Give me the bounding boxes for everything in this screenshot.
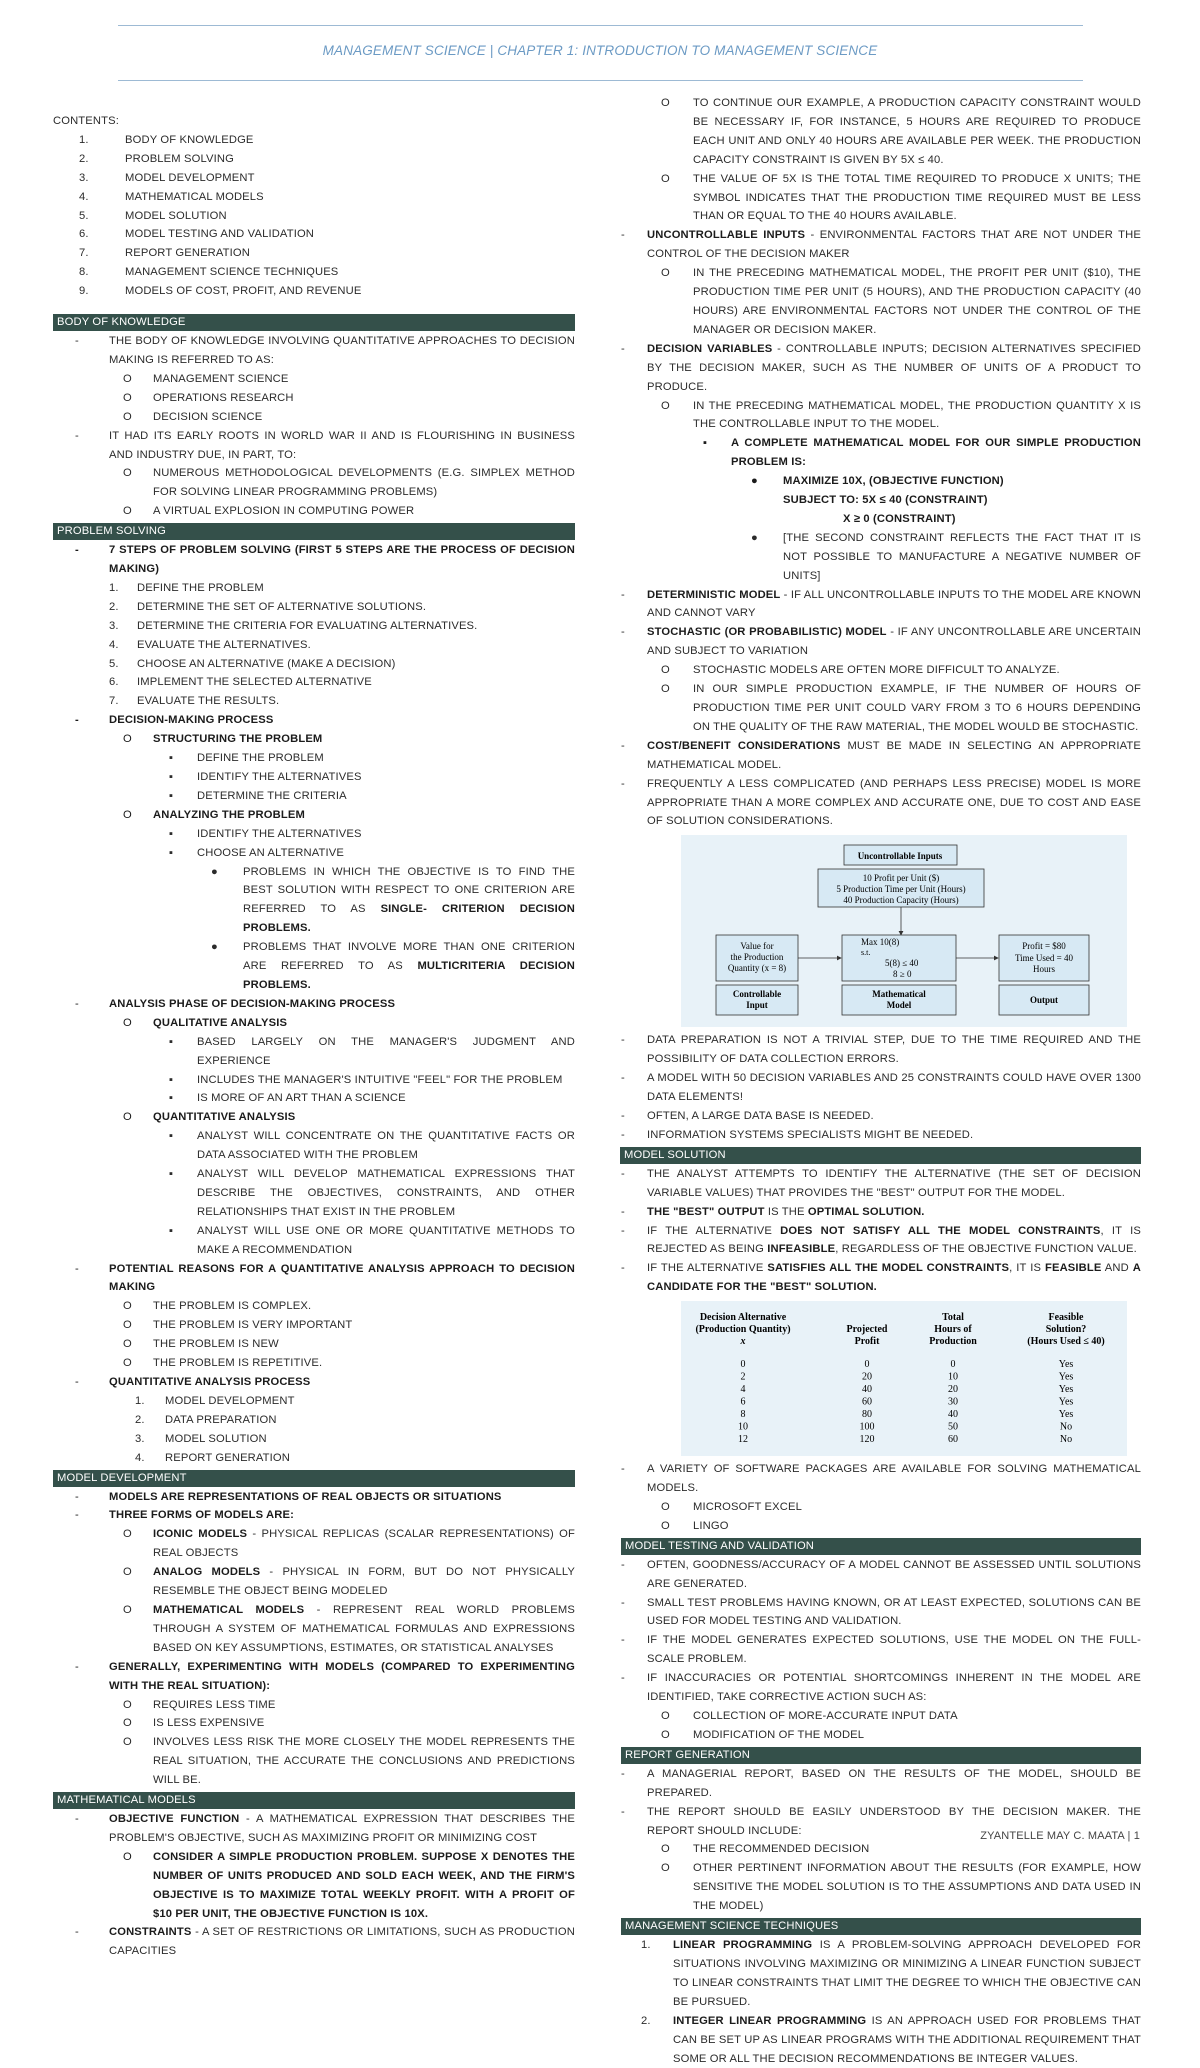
table-cell: 100 (859, 1421, 875, 1433)
ps-reasons-heading: - POTENTIAL REASONS FOR A QUANTITATIVE ANALYSIS APPROACH TO DECISION MAKING (75, 1262, 575, 1294)
left-column (53, 112, 575, 1961)
list-item: 6. IMPLEMENT THE SELECTED ALTERNATIVE (109, 676, 372, 689)
list-item: O OTHER PERTINENT INFORMATION ABOUT THE RESULTS (FOR EXAMPLE, HOW SENSITIVE THE MODEL SOLUTION IS TO THE ASSUMPTIONS AND DATA USED IN THE MODEL) (661, 1862, 1141, 1913)
mm-example: O CONSIDER A SIMPLE PRODUCTION PROBLEM. SUPPOSE X DENOTES THE NUMBER OF UNITS PRODUCED AND SOLD EACH WEEK, AND THE FIRM'S OBJECTIVE IS TO MAXIMIZE TOTAL WEEKLY PROFIT. WITH A PROFIT OF $10 PER UNIT, THE OBJECTIVE FUNCTION IS 10X. (123, 1850, 575, 1920)
ps-qualitative: O QUALITATIVE ANALYSIS (123, 1016, 288, 1029)
ps-qap-list (53, 1392, 575, 1468)
section-bar-report-generation: REPORT GENERATION (621, 1747, 1141, 1764)
list-item: 4. EVALUATE THE ALTERNATIVES. (109, 638, 311, 651)
ms-p3: - IF THE ALTERNATIVE DOES NOT SATISFY ALL THE MODEL CONSTRAINTS, IT IS REJECTED AS BEING INFEASIBLE, REGARDLESS OF THE OBJECTIVE FUNCTION VALUE. (621, 1224, 1141, 1256)
list-item: ▪ BASED LARGELY ON THE MANAGER'S JUDGMENT AND EXPERIENCE (169, 1035, 575, 1067)
list-item: O MANAGEMENT SCIENCE (123, 372, 289, 385)
page-title: MANAGEMENT SCIENCE | CHAPTER 1: INTRODUCTION TO MANAGEMENT SCIENCE (322, 43, 878, 58)
output-line-3: Hours (1033, 964, 1055, 975)
mm-continue-1: O TO CONTINUE OUR EXAMPLE, A PRODUCTION CAPACITY CONSTRAINT WOULD BE NECESSARY IF, FOR INSTANCE, 5 HOURS ARE REQUIRED TO PRODUCE EACH UNIT AND ONLY 40 HOURS ARE AVAILABLE PER WEEK. THE PRODUCTION CAPACITY CONSTRAINT IS GIVEN BY 5X ≤ 40. (661, 97, 1141, 166)
list-item: ▪ IS MORE OF AN ART THAN A SCIENCE (169, 1092, 406, 1105)
list-item: O IN OUR SIMPLE PRODUCTION EXAMPLE, IF THE NUMBER OF HOURS OF PRODUCTION TIME PER UNIT COULD VARY FROM 3 TO 6 HOURS DEPENDING ON THE QUALITY OF THE RAW MATERIAL, THE MODEL WOULD BE STOCHASTIC. (661, 683, 1141, 733)
bok-p2: - IT HAD ITS EARLY ROOTS IN WORLD WAR II AND IS FLOURISHING IN BUSINESS AND INDUSTRY DUE, IN PART, TO: (75, 429, 575, 461)
list-item: - IF INACCURACIES OR POTENTIAL SHORTCOMINGS INHERENT IN THE MODEL ARE IDENTIFIED, TAKE CORRECTIVE ACTION SUCH AS: (621, 1672, 1141, 1704)
model-label-1: Mathematical (872, 989, 926, 1000)
table-cell: 60 (948, 1434, 958, 1446)
ps-multi-criterion: ● PROBLEMS THAT INVOLVE MORE THAN ONE CRITERION ARE REFERRED TO AS MULTICRITERIA DECISION PROBLEMS. (211, 941, 575, 991)
mm-nonnegativity: X ≥ 0 (CONSTRAINT) (843, 512, 956, 525)
mm-maximize: ● MAXIMIZE 10X, (OBJECTIVE FUNCTION) (751, 475, 1004, 488)
output-line-2: Time Used = 40 (1015, 953, 1073, 964)
contents-item: 4. MATHEMATICAL MODELS (79, 190, 264, 203)
contents-item: 6. MODEL TESTING AND VALIDATION (79, 228, 315, 241)
list-item: O THE RECOMMENDED DECISION (661, 1843, 870, 1856)
table-cell: 4 (740, 1384, 746, 1396)
list-item: - SMALL TEST PROBLEMS HAVING KNOWN, OR AT LEAST EXPECTED, SOLUTIONS CAN BE USED FOR MODEL TESTING AND VALIDATION. (621, 1596, 1141, 1628)
list-item: - OFTEN, GOODNESS/ACCURACY OF A MODEL CANNOT BE ASSESSED UNTIL SOLUTIONS ARE GENERATED. (621, 1558, 1141, 1590)
ms-p2: - THE "BEST" OUTPUT IS THE OPTIMAL SOLUTION. (621, 1205, 925, 1218)
table-header-3b: Hours of (934, 1324, 972, 1336)
list-item: ▪ ANALYST WILL USE ONE OR MORE QUANTITATIVE METHODS TO MAKE A RECOMMENDATION (169, 1224, 575, 1256)
mt-list (621, 1556, 1141, 1707)
model-line-3: 5(8) ≤ 40 (885, 958, 919, 969)
tech-linear-programming: 1. LINEAR PROGRAMMING IS A PROBLEM-SOLVING APPROACH DEVELOPED FOR SITUATIONS INVOLVING MAXIMIZING OR MINIMIZING A LINEAR FUNCTION SUBJECT TO LINEAR CONSTRAINTS THAT LIMIT THE DEGREE TO WHICH THE OBJECTIVE CAN BE PURSUED. (641, 1939, 1141, 2008)
table-header-3a: Total (942, 1312, 964, 1324)
list-item: O DECISION SCIENCE (123, 410, 263, 423)
mm-stochastic: - STOCHASTIC (OR PROBABILISTIC) MODEL - IF ANY UNCONTROLLABLE ARE UNCERTAIN AND SUBJECT TO VARIATION (621, 626, 1141, 658)
mm-uncontrollable-sub: O IN THE PRECEDING MATHEMATICAL MODEL, THE PROFIT PER UNIT ($10), THE PRODUCTION TIME PER UNIT (5 HOURS), AND THE PRODUCTION CAPACITY (40 HOURS) ARE ENVIRONMENTAL FACTORS NOT UNDER THE CONTROL OF THE MANAGER OR DECISION MAKER. (661, 267, 1141, 336)
output-line-1: Profit = $80 (1022, 941, 1066, 952)
list-item: ▪ ANALYST WILL DEVELOP MATHEMATICAL EXPRESSIONS THAT DESCRIBE THE OBJECTIVES, CONSTRAINTS, AND OTHER RELATIONSHIPS THAT EXIST IN THE PROBLEM (169, 1168, 575, 1218)
contents-item: 5. MODEL SOLUTION (79, 209, 227, 222)
list-item: O OPERATIONS RESEARCH (123, 391, 294, 404)
ps-structuring-list (53, 749, 575, 806)
list-item: O STOCHASTIC MODELS ARE OFTEN MORE DIFFICULT TO ANALYZE. (661, 664, 1060, 677)
md-p2: - THREE FORMS OF MODELS ARE: (75, 1509, 294, 1522)
controllable-label-1: Controllable (732, 989, 782, 1000)
table-cell: 20 (862, 1371, 872, 1383)
right-column (621, 94, 1141, 2068)
mm-uncontrollable: - UNCONTROLLABLE INPUTS - ENVIRONMENTAL FACTORS THAT ARE NOT UNDER THE CONTROL OF THE DECISION MAKER (621, 229, 1141, 261)
contents-item: 3. MODEL DEVELOPMENT (79, 171, 255, 184)
table-cell: 20 (948, 1384, 958, 1396)
list-item: O THE PROBLEM IS COMPLEX. (123, 1300, 312, 1313)
ps-analyzing-list (53, 825, 575, 863)
value-line-1: Value for (740, 941, 774, 952)
ps-steps-heading: - 7 STEPS OF PROBLEM SOLVING (FIRST 5 STEPS ARE THE PROCESS OF DECISION MAKING) (75, 544, 575, 576)
uncontrollable-line-2: 5 Production Time per Unit (Hours) (836, 884, 966, 895)
list-item: ▪ INCLUDES THE MANAGER'S INTUITIVE "FEEL" FOR THE PROBLEM (169, 1073, 563, 1086)
md-p3-list (53, 1696, 575, 1791)
contents-list (53, 131, 575, 301)
mm-continue-2: O THE VALUE OF 5X IS THE TOTAL TIME REQUIRED TO PRODUCE X UNITS; THE SYMBOL INDICATES THAT THE PRODUCTION TIME REQUIRED MUST BE LESS THAN OR EQUAL TO THE 40 HOURS AVAILABLE. (661, 172, 1141, 223)
table-header-2b: Profit (854, 1336, 880, 1348)
section-bar-model-testing: MODEL TESTING AND VALIDATION (621, 1538, 1141, 1555)
contents-item: 2. PROBLEM SOLVING (79, 152, 234, 165)
mm-complete-model: ▪ A COMPLETE MATHEMATICAL MODEL FOR OUR SIMPLE PRODUCTION PROBLEM IS: (703, 437, 1141, 469)
ps-dm-heading: - DECISION-MAKING PROCESS (75, 714, 274, 727)
mm-cost-benefit: - COST/BENEFIT CONSIDERATIONS MUST BE MADE IN SELECTING AN APPROPRIATE MATHEMATICAL MODEL. (621, 739, 1142, 771)
table-cell: 0 (864, 1359, 870, 1371)
table-header-4c: (Hours Used ≤ 40) (1027, 1336, 1105, 1348)
table-header-1a: Decision Alternative (699, 1312, 787, 1324)
mm-constraints: - CONSTRAINTS - A SET OF RESTRICTIONS OR LIMITATIONS, SUCH AS PRODUCTION CAPACITIES (75, 1926, 575, 1958)
model-line-1: Max 10(8) (861, 937, 900, 948)
list-item: ▪ IDENTIFY THE ALTERNATIVES (169, 771, 362, 783)
list-item: 5. CHOOSE AN ALTERNATIVE (MAKE A DECISION) (109, 657, 396, 670)
list-item: O THE PROBLEM IS NEW (123, 1338, 279, 1351)
table-cell: 10 (948, 1371, 958, 1383)
md-mathematical: O MATHEMATICAL MODELS - REPRESENT REAL WORLD PROBLEMS THROUGH A SYSTEM OF MATHEMATICAL FORMULAS AND EXPRESSIONS BASED ON KEY ASSUMPTIONS, ESTIMATES, OR STATISTICAL ANALYSES (123, 1603, 576, 1654)
section-bar-model-development: MODEL DEVELOPMENT (53, 1470, 575, 1487)
mm-deterministic: - DETERMINISTIC MODEL - IF ALL UNCONTROLLABLE INPUTS TO THE MODEL ARE KNOWN AND CANNOT VARY (621, 588, 1142, 620)
table-cell: 60 (862, 1396, 872, 1408)
mt-sub-list (621, 1707, 1141, 1745)
ps-structuring: O STRUCTURING THE PROBLEM (123, 733, 323, 746)
ms-software-list (621, 1498, 1141, 1536)
mm-objective: - OBJECTIVE FUNCTION - A MATHEMATICAL EXPRESSION THAT DESCRIBES THE PROBLEM'S OBJECTIVE, SUCH AS MAXIMIZING PROFIT OR MINIMIZING COST (75, 1813, 575, 1844)
feasible-solution-table (681, 1301, 1127, 1456)
table-cell: 80 (862, 1409, 872, 1421)
ps-reasons-list (53, 1297, 575, 1373)
table-header-3c: Production (929, 1336, 977, 1348)
ps-quantitative-list (53, 1127, 575, 1259)
list-item: O REQUIRES LESS TIME (123, 1698, 276, 1711)
mm-frequently: - FREQUENTLY A LESS COMPLICATED (AND PERHAPS LESS PRECISE) MODEL IS MORE APPROPRIATE THAN A MORE COMPLEX AND ACCURATE ONE, DUE TO COST AND EASE OF SOLUTION CONSIDERATIONS. (621, 777, 1141, 828)
controllable-label-2: Input (746, 1000, 768, 1011)
table-cell: Yes (1058, 1384, 1074, 1396)
contents-item: 8. MANAGEMENT SCIENCE TECHNIQUES (79, 266, 339, 279)
header-rule-bottom (118, 80, 1083, 81)
uncontrollable-line-1: 10 Profit per Unit ($) (862, 873, 940, 884)
table-header-4a: Feasible (1048, 1312, 1084, 1324)
list-item: - DATA PREPARATION IS NOT A TRIVIAL STEP, DUE TO THE TIME REQUIRED AND THE POSSIBILITY OF DATA COLLECTION ERRORS. (621, 1034, 1141, 1066)
md-analog: O ANALOG MODELS - PHYSICAL IN FORM, BUT DO NOT PHYSICALLY RESEMBLE THE OBJECT BEING MODELED (123, 1566, 575, 1598)
mm-after-list (621, 1031, 1141, 1144)
table-cell: 120 (859, 1434, 875, 1446)
contents-item: 9. MODELS OF COST, PROFIT, AND REVENUE (79, 285, 362, 298)
section-bar-techniques: MANAGEMENT SCIENCE TECHNIQUES (621, 1918, 1141, 1935)
list-item: O IS LESS EXPENSIVE (123, 1717, 265, 1730)
list-item: 2. DATA PREPARATION (135, 1413, 277, 1426)
tech-integer-programming: 2. INTEGER LINEAR PROGRAMMING IS AN APPROACH USED FOR PROBLEMS THAT CAN BE SET UP AS LINEAR PROGRAMS WITH THE ADDITIONAL REQUIREMENT THAT SOME OR ALL THE DECISION RECOMMENDATIONS BE INTEGER VALUES. (641, 2014, 1141, 2065)
ps-qualitative-list (53, 1033, 575, 1109)
list-item: 7. EVALUATE THE RESULTS. (109, 695, 280, 708)
value-line-3: Quantity (x = 8) (727, 963, 787, 974)
table-cell: Yes (1058, 1371, 1074, 1383)
rg-sub-list (621, 1840, 1141, 1916)
section-bar-body-of-knowledge: BODY OF KNOWLEDGE (53, 314, 575, 331)
md-iconic: O ICONIC MODELS - PHYSICAL REPLICAS (SCALAR REPRESENTATIONS) OF REAL OBJECTS (123, 1528, 576, 1560)
ps-quantitative: O QUANTITATIVE ANALYSIS (123, 1111, 296, 1124)
table-cell: Yes (1058, 1396, 1074, 1408)
list-item: ▪ DEFINE THE PROBLEM (169, 752, 324, 765)
md-p1: - MODELS ARE REPRESENTATIONS OF REAL OBJECTS OR SITUATIONS (75, 1490, 502, 1503)
table-cell: 8 (740, 1409, 746, 1421)
list-item: O MICROSOFT EXCEL (661, 1500, 802, 1513)
contents-item: 1. BODY OF KNOWLEDGE (79, 133, 254, 146)
ps-qap-heading: - QUANTITATIVE ANALYSIS PROCESS (75, 1376, 311, 1388)
table-cell: Yes (1058, 1409, 1074, 1421)
list-item: 3. MODEL SOLUTION (135, 1432, 267, 1445)
contents-item: 7. REPORT GENERATION (79, 247, 251, 260)
table-cell: 0 (950, 1359, 956, 1371)
table-header-1b: (Production Quantity) (695, 1324, 791, 1336)
table-header-1c: x (740, 1336, 746, 1348)
output-label: Output (1029, 995, 1059, 1006)
table-cell: 12 (738, 1434, 748, 1446)
table-cell: 10 (738, 1421, 748, 1433)
model-label-2: Model (886, 1000, 912, 1011)
list-item: O A VIRTUAL EXPLOSION IN COMPUTING POWER (123, 505, 415, 518)
mm-second-constraint-note: ● [THE SECOND CONSTRAINT REFLECTS THE FACT THAT IT IS NOT POSSIBLE TO MANUFACTURE A NEGATIVE NUMBER OF UNITS] (751, 531, 1141, 582)
ps-analysis-heading: - ANALYSIS PHASE OF DECISION-MAKING PROCESS (75, 997, 396, 1010)
table-cell: 40 (948, 1409, 958, 1421)
mm-subject-to: SUBJECT TO: 5X ≤ 40 (CONSTRAINT) (783, 494, 988, 507)
list-item: O MODIFICATION OF THE MODEL (661, 1728, 865, 1741)
header-rule-top (118, 25, 1083, 26)
table-cell: 0 (740, 1359, 746, 1371)
model-line-2: s.t. (861, 948, 871, 958)
contents-heading: CONTENTS: (53, 115, 119, 127)
section-bar-problem-solving: PROBLEM SOLVING (53, 523, 575, 540)
list-item: ▪ DETERMINE THE CRITERIA (169, 789, 347, 802)
table-cell: 40 (862, 1384, 872, 1396)
mm-stochastic-list (621, 661, 1141, 737)
list-item: O NUMEROUS METHODOLOGICAL DEVELOPMENTS (E.G. SIMPLEX METHOD FOR SOLVING LINEAR PROGRAMMING PROBLEMS) (123, 467, 575, 499)
list-item: - A MODEL WITH 50 DECISION VARIABLES AND 25 CONSTRAINTS COULD HAVE OVER 1300 DATA ELEMENTS! (621, 1072, 1141, 1104)
table-cell: 6 (740, 1396, 746, 1408)
table-body (738, 1359, 1073, 1445)
table-cell: No (1059, 1421, 1073, 1433)
model-flow-diagram (681, 835, 1127, 1027)
list-item: - OFTEN, A LARGE DATA BASE IS NEEDED. (621, 1109, 874, 1122)
list-item: - IF THE MODEL GENERATES EXPECTED SOLUTIONS, USE THE MODEL ON THE FULL-SCALE PROBLEM. (621, 1634, 1141, 1666)
uncontrollable-title: Uncontrollable Inputs (857, 851, 943, 862)
mm-decision-variables: - DECISION VARIABLES - CONTROLLABLE INPUTS; DECISION ALTERNATIVES SPECIFIED BY THE DECISION MAKER, SUCH AS THE NUMBER OF UNITS OF A PRODUCT TO PRODUCE. (621, 342, 1141, 393)
list-item: O THE PROBLEM IS REPETITIVE. (123, 1357, 323, 1370)
table-cell: 50 (948, 1421, 958, 1433)
bok-p1: - THE BODY OF KNOWLEDGE INVOLVING QUANTITATIVE APPROACHES TO DECISION MAKING IS REFERRED TO AS: (75, 335, 575, 366)
list-item: 4. REPORT GENERATION (135, 1451, 291, 1464)
list-item: ▪ CHOOSE AN ALTERNATIVE (169, 846, 344, 859)
section-bar-model-solution: MODEL SOLUTION (620, 1147, 1141, 1164)
list-item: 3. DETERMINE THE CRITERIA FOR EVALUATING ALTERNATIVES. (109, 619, 478, 632)
list-item: 1. MODEL DEVELOPMENT (135, 1394, 295, 1407)
list-item: O COLLECTION OF MORE-ACCURATE INPUT DATA (661, 1710, 958, 1722)
table-header-2a: Projected (846, 1324, 888, 1336)
page-footer: ZYANTELLE MAY C. MAATA | 1 (980, 1830, 1140, 1842)
ps-steps-list (53, 579, 575, 711)
list-item: O THE PROBLEM IS VERY IMPORTANT (123, 1319, 353, 1332)
list-item: O LINGO (661, 1519, 729, 1532)
table-header-4b: Solution? (1045, 1324, 1087, 1336)
ps-single-criterion: ● PROBLEMS IN WHICH THE OBJECTIVE IS TO FIND THE BEST SOLUTION WITH RESPECT TO ONE CRITERION ARE REFERRED TO AS SINGLE- CRITERION DECISION PROBLEMS. (211, 865, 575, 935)
uncontrollable-line-3: 40 Production Capacity (Hours) (843, 895, 959, 906)
list-item: ▪ IDENTIFY THE ALTERNATIVES (169, 827, 362, 840)
md-p3: - GENERALLY, EXPERIMENTING WITH MODELS (COMPARED TO EXPERIMENTING WITH THE REAL SITUATION): (75, 1660, 575, 1692)
model-line-4: 8 ≥ 0 (893, 969, 912, 980)
section-bar-mathematical-models: MATHEMATICAL MODELS (53, 1792, 575, 1809)
list-item: - INFORMATION SYSTEMS SPECIALISTS MIGHT BE NEEDED. (621, 1128, 974, 1141)
table-cell: 2 (740, 1371, 746, 1383)
list-item: 2. DETERMINE THE SET OF ALTERNATIVE SOLUTIONS. (109, 600, 427, 613)
list-item: 1. DEFINE THE PROBLEM (109, 581, 264, 594)
list-item: O INVOLVES LESS RISK THE MORE CLOSELY THE MODEL REPRESENTS THE REAL SITUATION, THE ACCURATE THE CONCLUSIONS AND PREDICTIONS WILL BE. (123, 1736, 575, 1787)
table-cell: Yes (1058, 1359, 1074, 1371)
ms-software: - A VARIETY OF SOFTWARE PACKAGES ARE AVAILABLE FOR SOLVING MATHEMATICAL MODELS. (621, 1463, 1141, 1495)
list-item: ▪ ANALYST WILL CONCENTRATE ON THE QUANTITATIVE FACTS OR DATA ASSOCIATED WITH THE PROBLEM (169, 1130, 575, 1162)
bok-p1-list (53, 370, 575, 427)
ms-p4: - IF THE ALTERNATIVE SATISFIES ALL THE MODEL CONSTRAINTS, IT IS FEASIBLE AND A CANDIDATE FOR THE "BEST" SOLUTION. (621, 1262, 1141, 1294)
ms-p1: - THE ANALYST ATTEMPTS TO IDENTIFY THE ALTERNATIVE (THE SET OF DECISION VARIABLE VALUES) THAT PROVIDES THE "BEST" OUTPUT FOR THE MODEL. (621, 1167, 1141, 1199)
value-line-2: the Production (730, 952, 784, 963)
bok-p2-list (53, 464, 575, 521)
list-item: - A MANAGERIAL REPORT, BASED ON THE RESULTS OF THE MODEL, SHOULD BE PREPARED. (621, 1767, 1141, 1799)
ps-analyzing: O ANALYZING THE PROBLEM (123, 808, 305, 821)
table-cell: No (1059, 1434, 1073, 1446)
list-item: - THE REPORT SHOULD BE EASILY UNDERSTOOD BY THE DECISION MAKER. THE REPORT SHOULD INCLUDE: (621, 1805, 1141, 1837)
mm-decision-variables-sub: O IN THE PRECEDING MATHEMATICAL MODEL, THE PRODUCTION QUANTITY X IS THE CONTROLLABLE INPUT TO THE MODEL. (661, 399, 1141, 431)
table-cell: 30 (948, 1396, 958, 1408)
